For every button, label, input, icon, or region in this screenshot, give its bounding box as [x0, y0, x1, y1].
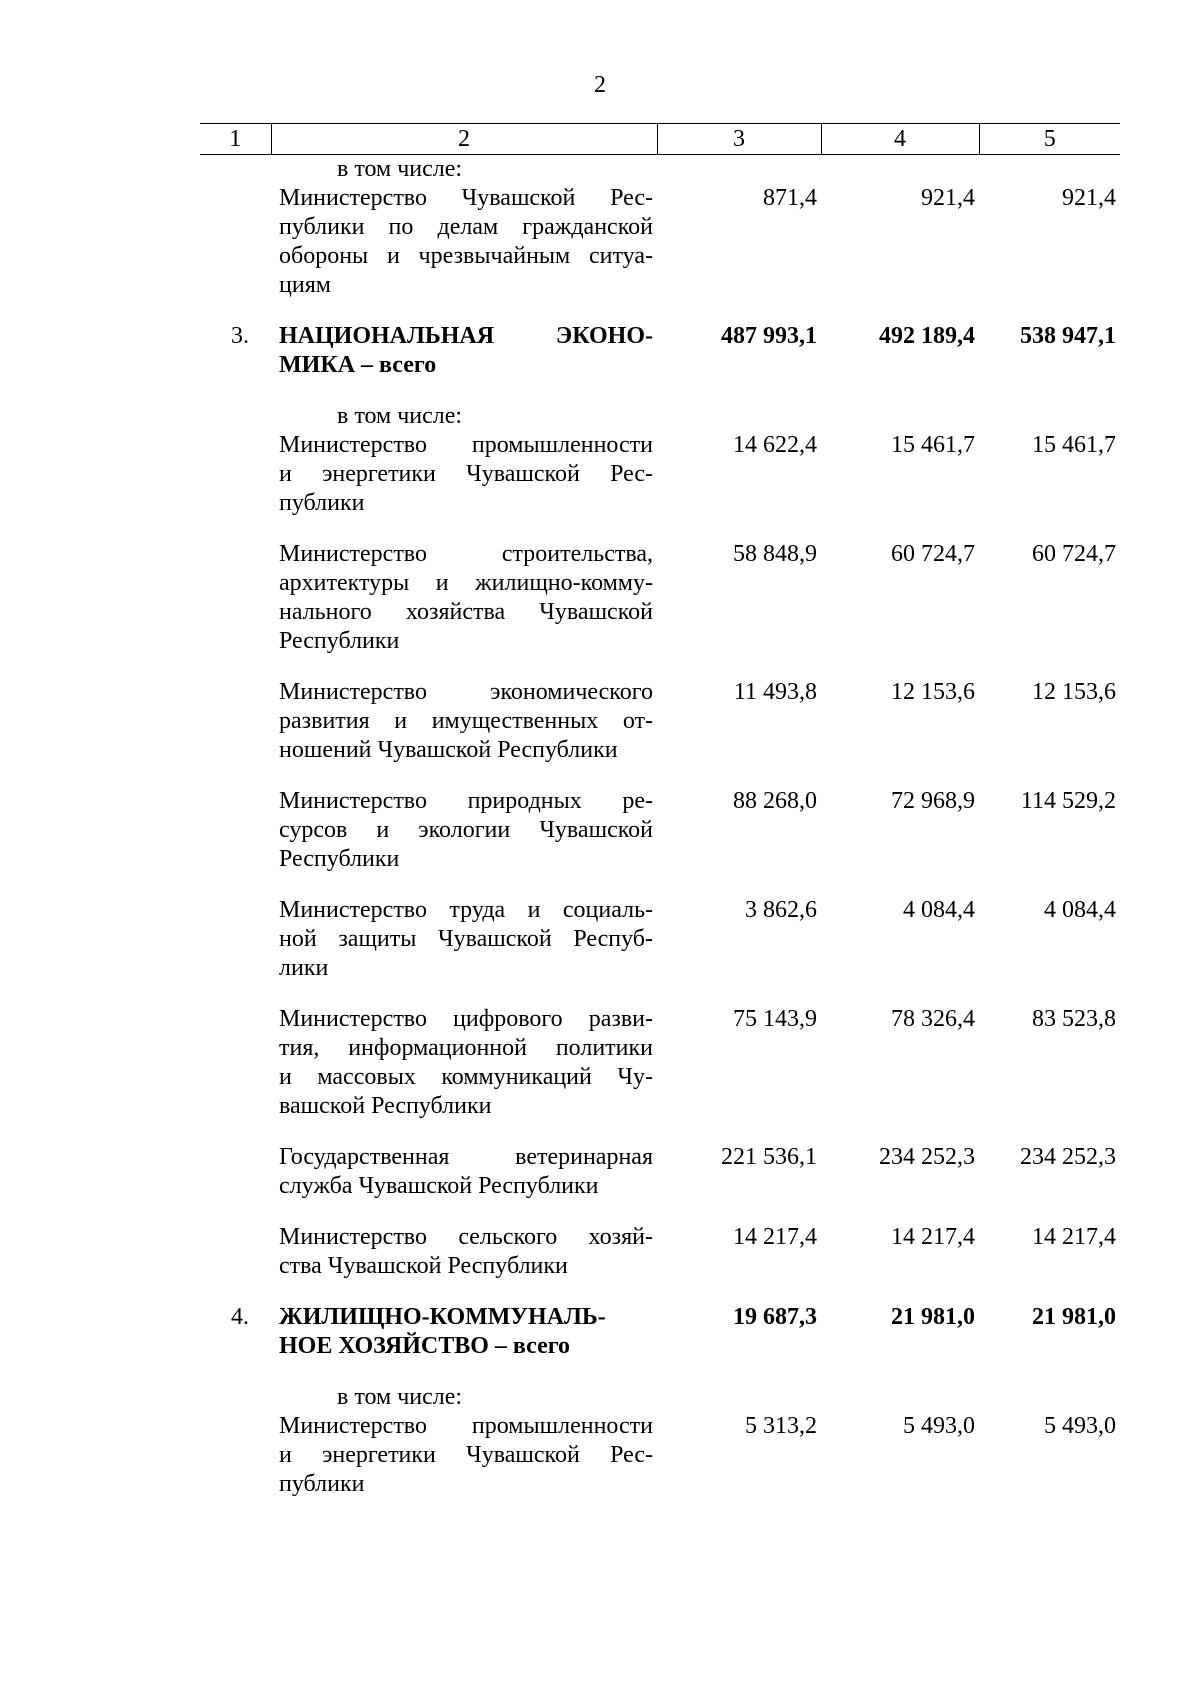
value-col-3: 58 848,9 [733, 541, 817, 567]
row-index [200, 765, 271, 874]
row-index [200, 983, 271, 1121]
row-name [271, 874, 657, 983]
value-col-5: 83 523,8 [1032, 1006, 1116, 1032]
row-name [271, 983, 657, 1121]
value-col-3: 75 143,9 [733, 1006, 817, 1032]
value-col-4: 60 724,7 [891, 541, 975, 567]
column-header: 5 [979, 124, 1120, 155]
value-col-3: 19 687,3 [733, 1304, 817, 1330]
table-row [200, 1361, 1120, 1499]
value-col-4: 21 981,0 [891, 1304, 975, 1330]
table-row [200, 380, 1120, 518]
table-row [200, 656, 1120, 765]
value-col-3: 11 493,8 [733, 679, 817, 705]
section-row [200, 300, 1120, 380]
budget-table [200, 123, 1120, 1499]
value-col-4: 234 252,3 [879, 1144, 975, 1170]
row-index: 3. [231, 323, 249, 349]
row-name-lines: НАЦИОНАЛЬНАЯ ЭКОНО- МИКА – всего [279, 323, 653, 378]
value-col-3: 14 217,4 [733, 1224, 817, 1250]
column-header: 2 [271, 124, 657, 155]
value-col-3: 487 993,1 [721, 323, 817, 349]
value-col-4: 4 084,4 [903, 897, 975, 923]
row-index [200, 1201, 271, 1281]
value-col-5: 5 493,0 [1044, 1413, 1116, 1439]
row-name-lines: Министерство Чувашской Рес- публики по делам гражданской обороны и чрезвычайным ситуа- циям [279, 185, 653, 298]
value-col-4: 492 189,4 [879, 323, 975, 349]
value-col-4: 15 461,7 [891, 432, 975, 458]
value-col-5: 60 724,7 [1032, 541, 1116, 567]
row-name [271, 518, 657, 656]
value-col-4: 72 968,9 [891, 788, 975, 814]
row-index [200, 1361, 271, 1499]
value-col-4: 921,4 [921, 185, 975, 211]
row-index [200, 518, 271, 656]
row-index [200, 874, 271, 983]
row-name-lines: Министерство строительства, архитектуры и жилищно-комму- нального хозяйства Чувашской Республики [279, 541, 653, 654]
row-name-lines: Министерство цифрового разви- тия, информационной политики и массовых коммуникаций Чу- вашской Республики [279, 1006, 653, 1119]
value-col-5: 15 461,7 [1032, 432, 1116, 458]
value-col-5: 114 529,2 [1020, 788, 1116, 814]
row-index [200, 155, 271, 301]
table-header-row [200, 124, 1120, 155]
including-label: в том числе: [337, 403, 463, 429]
column-header: 4 [821, 124, 979, 155]
value-col-3: 871,4 [763, 185, 817, 211]
value-col-5: 14 217,4 [1032, 1224, 1116, 1250]
including-label: в том числе: [337, 1384, 463, 1410]
row-name [271, 1361, 657, 1499]
value-col-5: 21 981,0 [1032, 1304, 1116, 1330]
row-index [200, 1121, 271, 1201]
value-col-4: 14 217,4 [891, 1224, 975, 1250]
row-name [271, 155, 657, 301]
row-name-lines: Государственная ветеринарная служба Чувашской Республики [279, 1144, 653, 1199]
value-col-5: 12 153,6 [1032, 679, 1116, 705]
value-col-5: 234 252,3 [1020, 1144, 1116, 1170]
table-row [200, 155, 1120, 301]
table-row [200, 1201, 1120, 1281]
row-index [200, 380, 271, 518]
column-header: 3 [657, 124, 821, 155]
row-name [271, 300, 657, 380]
row-name [271, 1201, 657, 1281]
row-name [271, 1281, 657, 1361]
value-col-3: 5 313,2 [745, 1413, 817, 1439]
row-name-lines: Министерство промышленности и энергетики Чувашской Рес- публики [279, 1413, 653, 1497]
value-col-3: 88 268,0 [733, 788, 817, 814]
including-label: в том числе: [337, 156, 463, 182]
section-row [200, 1281, 1120, 1361]
value-col-5: 4 084,4 [1044, 897, 1116, 923]
value-col-4: 78 326,4 [891, 1006, 975, 1032]
value-col-5: 921,4 [1062, 185, 1116, 211]
value-col-5: 538 947,1 [1020, 323, 1116, 349]
table-row [200, 518, 1120, 656]
table-body [200, 155, 1120, 1500]
row-name [271, 1121, 657, 1201]
value-col-3: 221 536,1 [721, 1144, 817, 1170]
row-index: 4. [231, 1304, 249, 1330]
row-name-lines: Министерство труда и социаль- ной защиты Чувашской Респуб- лики [279, 897, 653, 981]
row-index [200, 656, 271, 765]
value-col-4: 5 493,0 [903, 1413, 975, 1439]
row-name-lines: Министерство экономического развития и имущественных от- ношений Чувашской Республики [279, 679, 653, 763]
value-col-3: 3 862,6 [745, 897, 817, 923]
row-name-lines: Министерство сельского хозяй- ства Чувашской Республики [279, 1224, 653, 1279]
row-name-lines: ЖИЛИЩНО-КОММУНАЛЬ- НОЕ ХОЗЯЙСТВО – всего [279, 1304, 606, 1359]
table-row [200, 983, 1120, 1121]
row-name [271, 380, 657, 518]
row-name [271, 656, 657, 765]
column-header: 1 [200, 124, 271, 155]
row-name-lines: Министерство природных ре- сурсов и экологии Чувашской Республики [279, 788, 653, 872]
value-col-3: 14 622,4 [733, 432, 817, 458]
row-name [271, 765, 657, 874]
value-col-4: 12 153,6 [891, 679, 975, 705]
table-row [200, 1121, 1120, 1201]
page-number: 2 [594, 72, 606, 98]
table-row [200, 874, 1120, 983]
table-row [200, 765, 1120, 874]
row-name-lines: Министерство промышленности и энергетики Чувашской Рес- публики [279, 432, 653, 516]
